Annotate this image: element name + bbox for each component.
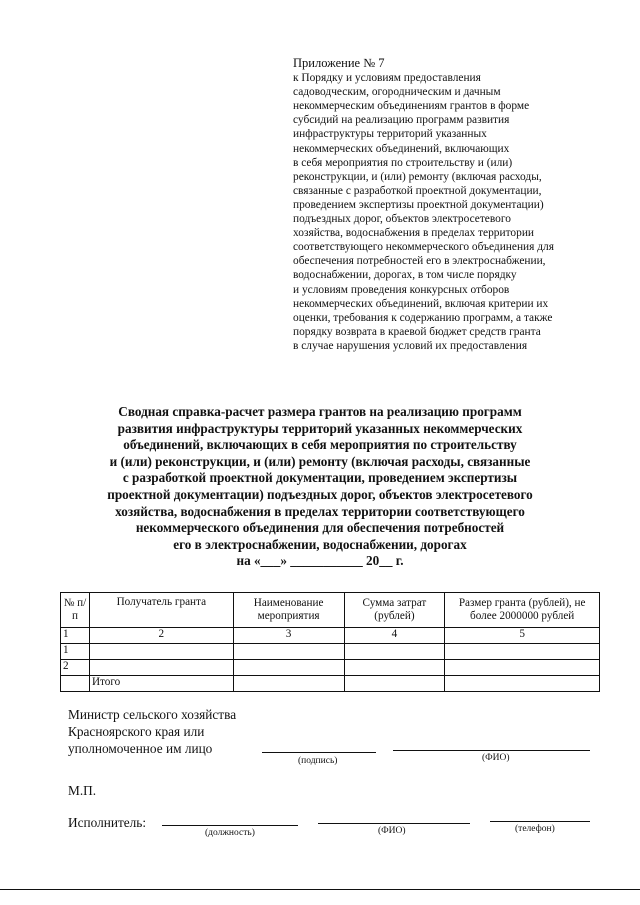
appendix-line: хозяйства, водоснабжения в пределах территории: [293, 227, 535, 240]
executor-label: Исполнитель:: [68, 815, 147, 830]
table-total-row: [61, 676, 600, 692]
table-cell: [344, 676, 445, 692]
appendix-line: соответствующего некоммерческого объединения для: [293, 241, 554, 254]
grant-table: [60, 592, 600, 692]
title-line: и (или) реконструкции, и (или) ремонту (включая расходы, связанные: [109, 453, 531, 469]
appendix-block: [293, 56, 623, 353]
table-header-row: [61, 593, 600, 628]
appendix-line: инфраструктуры территорий указанных: [293, 128, 487, 141]
title-line: его в электроснабжении, водоснабжении, дорогах: [173, 536, 467, 552]
appendix-line: проведением экспертизы проектной документации): [293, 198, 544, 211]
total-label: Итого: [89, 676, 233, 692]
title-line: развития инфраструктуры территорий указанных некоммерческих: [117, 420, 523, 436]
appendix-line: садоводческим, огородническим и дачным: [293, 86, 501, 99]
appendix-line: обеспечения потребностей его в электроснабжении,: [293, 255, 546, 268]
executor-phone-caption: (телефон): [515, 824, 555, 834]
signatory-block: [68, 706, 236, 757]
signatory-line: уполномоченное им лицо: [68, 741, 213, 756]
header-costs: Сумма затрат (рублей): [344, 593, 445, 628]
table-cell: 3: [233, 628, 344, 644]
table-index-row: [61, 628, 600, 644]
executor-position-field[interactable]: [162, 825, 298, 826]
table-cell: [445, 660, 600, 676]
appendix-line: связанные с разработкой проектной документации,: [293, 184, 542, 197]
executor-name-field[interactable]: [318, 823, 470, 824]
appendix-line: субсидий на реализацию программ развития: [293, 114, 510, 127]
appendix-line: подъездных дорог, объектов электросетевого: [293, 213, 511, 226]
title-line: некоммерческого объединения для обеспечения потребностей: [135, 520, 505, 536]
executor-name-caption: (ФИО): [378, 826, 406, 836]
table-cell: [233, 660, 344, 676]
table-cell: 5: [445, 628, 600, 644]
signatory-line: Красноярского края или: [68, 724, 205, 739]
table-cell: 2: [89, 628, 233, 644]
table-row: [61, 660, 600, 676]
title-line: с разработкой проектной документации, проведением экспертизы: [122, 470, 518, 486]
appendix-title: Приложение № 7: [293, 56, 385, 70]
table-cell: [89, 644, 233, 660]
table-cell: [445, 644, 600, 660]
executor-position-caption: (должность): [205, 828, 255, 838]
page-bottom-rule: [0, 889, 640, 890]
table-row: [61, 644, 600, 660]
appendix-line: в случае нарушения условий их предоставления: [293, 339, 528, 352]
signature-field[interactable]: [262, 752, 376, 753]
table-cell: 4: [344, 628, 445, 644]
title-date-line: на «___» ___________ 20__ г.: [236, 553, 404, 569]
executor-phone-field[interactable]: [490, 821, 590, 822]
table-cell: [344, 660, 445, 676]
table-cell: [89, 660, 233, 676]
appendix-line: некоммерческих объединений, включая критерии их: [293, 297, 549, 310]
table-cell: [445, 676, 600, 692]
header-recipient: Получатель гранта: [89, 593, 233, 628]
header-grant-size: Размер гранта (рублей), не более 2000000 рублей: [445, 593, 600, 628]
table-cell: [344, 644, 445, 660]
table-cell: 1: [61, 644, 90, 660]
signature-caption: (подпись): [298, 756, 338, 766]
header-number: № п/п: [61, 593, 90, 628]
table-cell: [61, 676, 90, 692]
document-title: [70, 404, 570, 570]
appendix-line: и условиям проведения конкурсных отборов: [293, 283, 510, 296]
table-cell: [233, 644, 344, 660]
signatory-name-caption: (ФИО): [482, 753, 510, 763]
header-measure: Наименование мероприятия: [233, 593, 344, 628]
table-cell: 2: [61, 660, 90, 676]
appendix-line: водоснабжении, дорогах, в том числе порядку: [293, 269, 517, 282]
appendix-line: некоммерческим объединениям грантов в форме: [293, 100, 530, 113]
appendix-line: реконструкции, и (или) ремонту (включая расходы,: [293, 170, 542, 183]
appendix-line: к Порядку и условиям предоставления: [293, 72, 481, 85]
appendix-line: оценки, требования к содержанию программ, а также: [293, 311, 553, 324]
table-cell: [233, 676, 344, 692]
appendix-line: в себя мероприятия по строительству и (или): [293, 156, 513, 169]
title-line: хозяйства, водоснабжения в пределах территории соответствующего: [115, 503, 525, 519]
stamp-place: М.П.: [68, 783, 97, 798]
signatory-name-field[interactable]: [393, 750, 590, 751]
table-cell: 1: [61, 628, 90, 644]
signatory-line: Министр сельского хозяйства: [68, 707, 237, 722]
title-line: Сводная справка-расчет размера грантов на реализацию программ: [118, 404, 522, 419]
title-line: проектной документации) подъездных дорог, объектов электросетевого: [107, 486, 533, 502]
title-line: объединений, включающих в себя мероприятия по строительству: [123, 437, 517, 453]
appendix-line: некоммерческих объединений, включающих: [293, 142, 510, 155]
appendix-line: порядку возврата в краевой бюджет средств гранта: [293, 325, 541, 338]
